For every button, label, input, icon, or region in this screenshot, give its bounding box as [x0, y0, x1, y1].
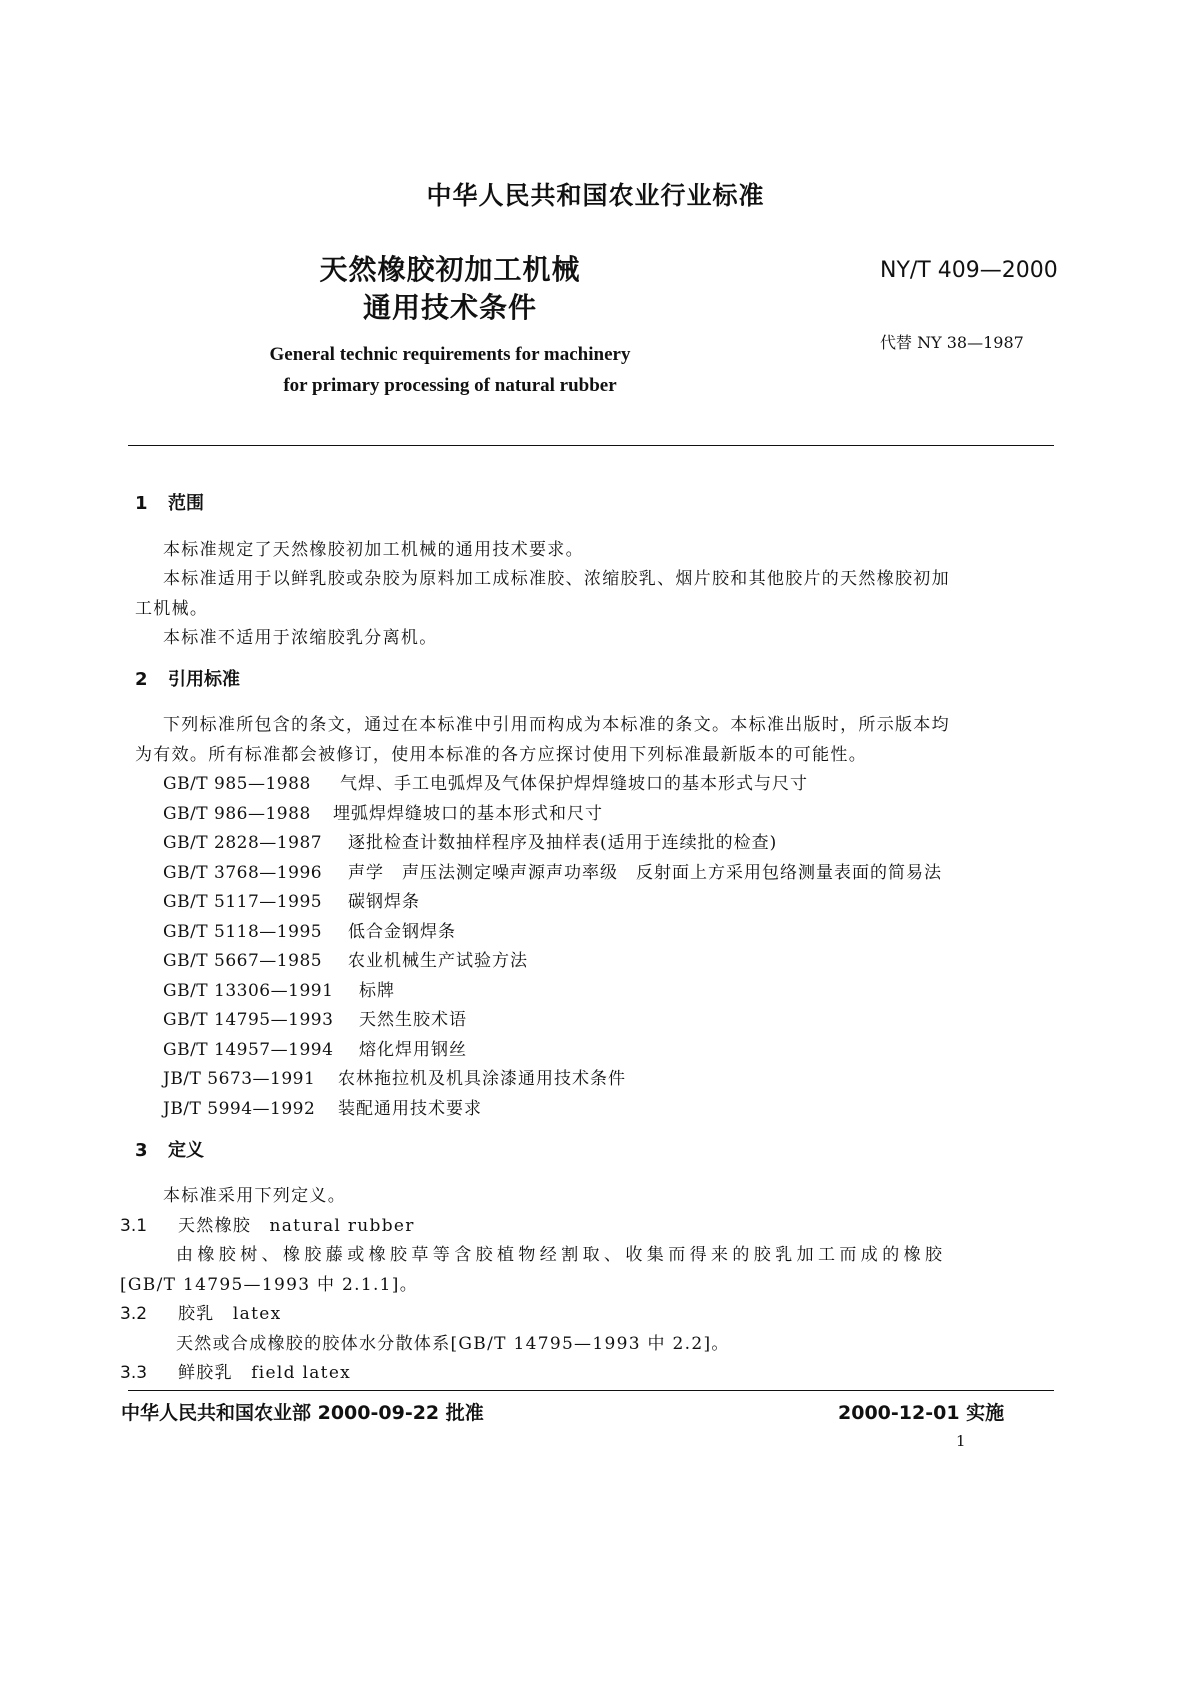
- ref-title: 装配通用技术要求: [338, 1099, 482, 1119]
- title-cn-line2: 通用技术条件: [362, 291, 537, 324]
- ref-code: GB/T 14795—1993: [163, 1010, 334, 1030]
- ref-title: 气焊、手工电弧焊及气体保护焊焊缝坡口的基本形式与尺寸: [340, 774, 808, 794]
- section-3-number: 3: [135, 1140, 148, 1161]
- ref-title: 埋弧焊焊缝坡口的基本形式和尺寸: [333, 804, 603, 824]
- ref-code: GB/T 14957—1994: [163, 1040, 334, 1060]
- def-3-1-text-b: [GB/T 14795—1993 中 2.1.1]。: [120, 1275, 419, 1295]
- section-1-heading: [135, 489, 204, 515]
- ref-code: GB/T 986—1988: [163, 804, 311, 824]
- section-2-heading: [135, 665, 240, 691]
- def-number: 3.2: [120, 1304, 148, 1324]
- ref-title: 逐批检查计数抽样程序及抽样表(适用于连续批的检查): [348, 833, 778, 853]
- definition-3-1-heading: [120, 1211, 415, 1236]
- s1-paragraph-1: 本标准规定了天然橡胶初加工机械的通用技术要求。: [163, 540, 584, 560]
- definition-3-2-heading: [120, 1299, 281, 1324]
- ref-title: 低合金钢焊条: [348, 922, 456, 942]
- ref-item: [163, 1005, 467, 1030]
- def-term: 胶乳 latex: [178, 1304, 282, 1324]
- header-divider: [128, 445, 1054, 446]
- standard-code: NY/T 409—2000: [880, 258, 1058, 283]
- ref-code: GB/T 3768—1996: [163, 863, 323, 883]
- ref-code: JB/T 5994—1992: [163, 1099, 316, 1119]
- section-2-title: 引用标准: [168, 669, 240, 690]
- footer-divider: [128, 1390, 1054, 1391]
- replaces-note: 代替 NY 38—1987: [880, 333, 1024, 352]
- ref-title: 熔化焊用钢丝: [359, 1040, 467, 1060]
- ref-item: [163, 887, 420, 912]
- title-cn-line1: 天然橡胶初加工机械: [319, 253, 581, 286]
- ref-code: GB/T 5667—1985: [163, 951, 323, 971]
- standard-type: 中华人民共和国农业行业标准: [426, 181, 765, 210]
- def-term: 天然橡胶 natural rubber: [178, 1216, 415, 1236]
- approval-line: 中华人民共和国农业部 2000-09-22 批准: [121, 1402, 484, 1424]
- s2-paragraph-1b: 为有效。所有标准都会被修订，使用本标准的各方应探讨使用下列标准最新版本的可能性。: [135, 745, 867, 765]
- ref-code: GB/T 13306—1991: [163, 981, 334, 1001]
- ref-item: [163, 1094, 482, 1119]
- page-number: 1: [956, 1432, 966, 1450]
- ref-item: [163, 917, 456, 942]
- ref-code: JB/T 5673—1991: [163, 1069, 316, 1089]
- definition-3-3-heading: [120, 1358, 351, 1383]
- ref-item: [163, 769, 808, 794]
- s1-paragraph-2b: 工机械。: [135, 599, 209, 619]
- section-1-title: 范围: [168, 493, 204, 514]
- def-3-1-text-a: 由橡胶树、橡胶藤或橡胶草等含胶植物经割取、收集而得来的胶乳加工而成的橡胶: [176, 1245, 947, 1265]
- def-3-2-text: 天然或合成橡胶的胶体水分散体系[GB/T 14795—1993 中 2.2]。: [176, 1334, 730, 1354]
- def-number: 3.3: [120, 1363, 148, 1383]
- s1-paragraph-2a: 本标准适用于以鲜乳胶或杂胶为原料加工成标准胶、浓缩胶乳、烟片胶和其他胶片的天然橡胶初加: [163, 569, 950, 589]
- section-2-number: 2: [135, 669, 148, 690]
- ref-code: GB/T 5118—1995: [163, 922, 323, 942]
- section-3-heading: [135, 1136, 204, 1162]
- def-number: 3.1: [120, 1216, 148, 1236]
- ref-title: 农林拖拉机及机具涂漆通用技术条件: [338, 1069, 626, 1089]
- ref-item: [163, 858, 942, 883]
- ref-item: [163, 799, 603, 824]
- ref-title: 碳钢焊条: [348, 892, 420, 912]
- ref-title: 农业机械生产试验方法: [348, 951, 528, 971]
- ref-title: 标牌: [359, 981, 395, 1001]
- section-1-number: 1: [135, 493, 148, 514]
- ref-item: [163, 828, 777, 853]
- ref-code: GB/T 985—1988: [163, 774, 311, 794]
- section-3-title: 定义: [168, 1140, 204, 1161]
- ref-title: 声学 声压法测定噪声源声功率级 反射面上方采用包络测量表面的简易法: [348, 863, 942, 883]
- ref-title: 天然生胶术语: [359, 1010, 467, 1030]
- title-en-line1: General technic requirements for machinery: [269, 344, 631, 365]
- title-en-line2: for primary processing of natural rubber: [283, 375, 617, 396]
- def-term: 鲜胶乳 field latex: [178, 1363, 352, 1383]
- s1-paragraph-3: 本标准不适用于浓缩胶乳分离机。: [163, 628, 438, 648]
- ref-code: GB/T 2828—1987: [163, 833, 323, 853]
- ref-item: [163, 1035, 467, 1060]
- ref-item: [163, 946, 528, 971]
- s2-paragraph-1a: 下列标准所包含的条文，通过在本标准中引用而构成为本标准的条文。本标准出版时，所示版本均: [163, 715, 950, 735]
- ref-item: [163, 976, 395, 1001]
- s3-intro: 本标准采用下列定义。: [163, 1186, 346, 1206]
- effective-date: 2000-12-01 实施: [838, 1402, 1005, 1424]
- ref-item: [163, 1064, 626, 1089]
- ref-code: GB/T 5117—1995: [163, 892, 323, 912]
